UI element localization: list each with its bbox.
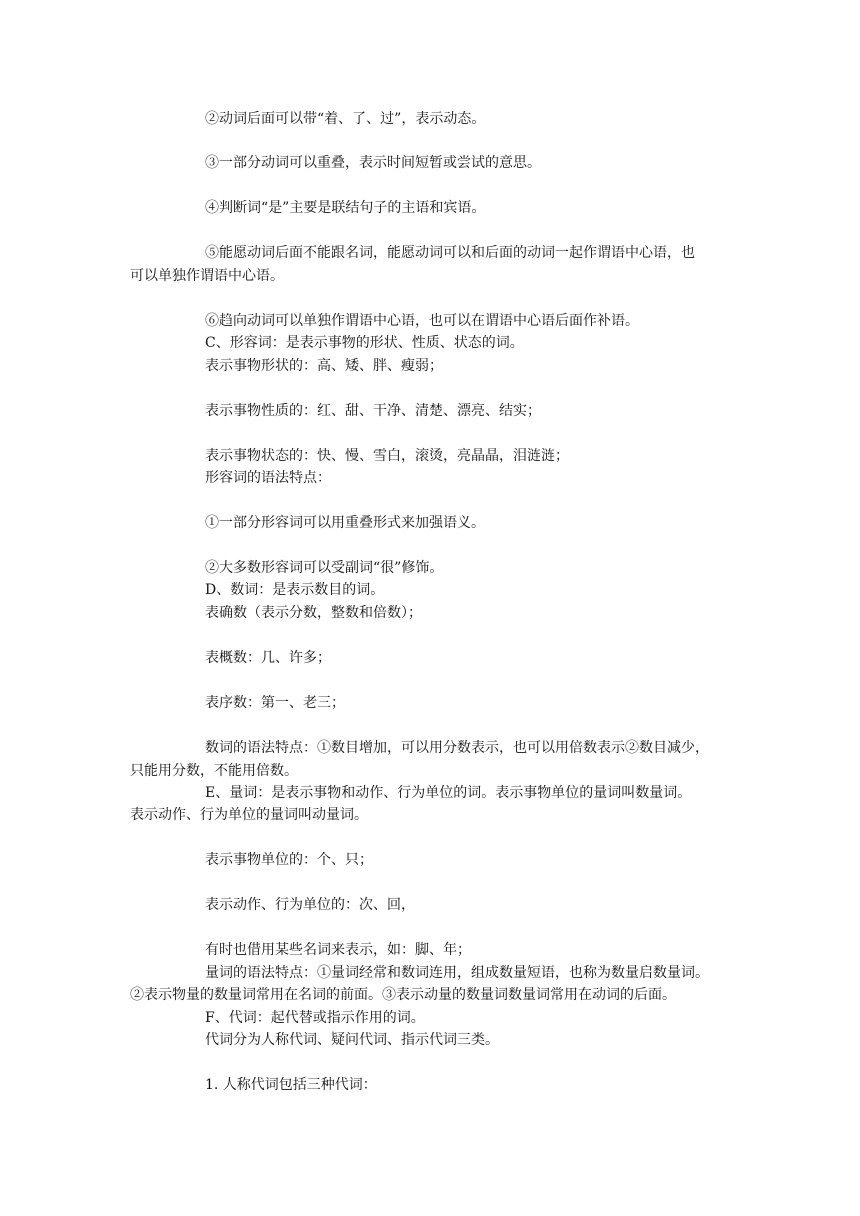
text-line: 表示动作、行为单位的：次、回， <box>205 897 415 913</box>
text-line: 只能用分数，不能用倍数。 <box>130 763 298 779</box>
text-line: 形容词的语法特点： <box>205 470 331 486</box>
text-line: 有时也借用某些名词来表示，如：脚、年； <box>205 942 471 958</box>
text-line: F、代词：起代替或指示作用的词。 <box>205 1010 425 1026</box>
text-line: ②大多数形容词可以受副词“很”修饰。 <box>205 560 444 576</box>
text-line: ④判断词“是”主要是联结句子的主语和宾语。 <box>205 200 486 216</box>
text-line: 表概数：几、许多； <box>205 650 331 666</box>
text-line: 代词分为人称代词、疑问代词、指示代词三类。 <box>205 1032 499 1048</box>
text-line: 量词的语法特点：①量词经常和数词连用，组成数量短语，也称为数量启数量词。 <box>205 965 709 981</box>
text-line: ⑥趋向动词可以单独作谓语中心语，也可以在谓语中心语后面作补语。 <box>205 313 639 329</box>
text-line: 表序数：第一、老三； <box>205 695 345 711</box>
text-line: 表示事物状态的：快、慢、雪白，滚烫，亮晶晶，泪涟涟； <box>205 448 569 464</box>
text-line: ②动词后面可以带“着、了、过”，表示动态。 <box>205 111 486 127</box>
text-line: D、数词：是表示数目的词。 <box>205 582 385 598</box>
text-line: 表示事物单位的：个、只； <box>205 852 373 868</box>
text-line: 表确数（表示分数，整数和倍数）； <box>205 605 422 621</box>
text-line: 表示事物形状的：高、矮、胖、瘦弱； <box>205 358 443 374</box>
text-line: ①一部分形容词可以用重叠形式来加强语义。 <box>205 515 485 531</box>
text-line: 可以单独作谓语中心语。 <box>130 268 284 284</box>
text-line: 表示事物性质的：红、甜、干净、清楚、漂亮、结实； <box>205 403 541 419</box>
text-line: 表示动作、行为单位的量词叫动量词。 <box>130 807 368 823</box>
text-line: ③一部分动词可以重叠，表示时间短暂或尝试的意思。 <box>205 155 541 171</box>
text-line: C、形容词：是表示事物的形状、性质、状态的词。 <box>205 335 524 351</box>
text-line: ⑤能愿动词后面不能跟名词，能愿动词可以和后面的动词一起作谓语中心语，也 <box>205 245 695 261</box>
text-line: E、量词：是表示事物和动作、行为单位的词。表示事物单位的量词叫数量词。 <box>205 785 692 801</box>
text-line: 1. 人称代词包括三种代词： <box>205 1077 377 1093</box>
text-line: ②表示物量的数量词常用在名词的前面。③表示动量的数量词数量词常用在动词的后面。 <box>130 987 676 1003</box>
text-line: 数词的语法特点：①数目增加，可以用分数表示，也可以用倍数表示②数目减少， <box>205 740 709 756</box>
